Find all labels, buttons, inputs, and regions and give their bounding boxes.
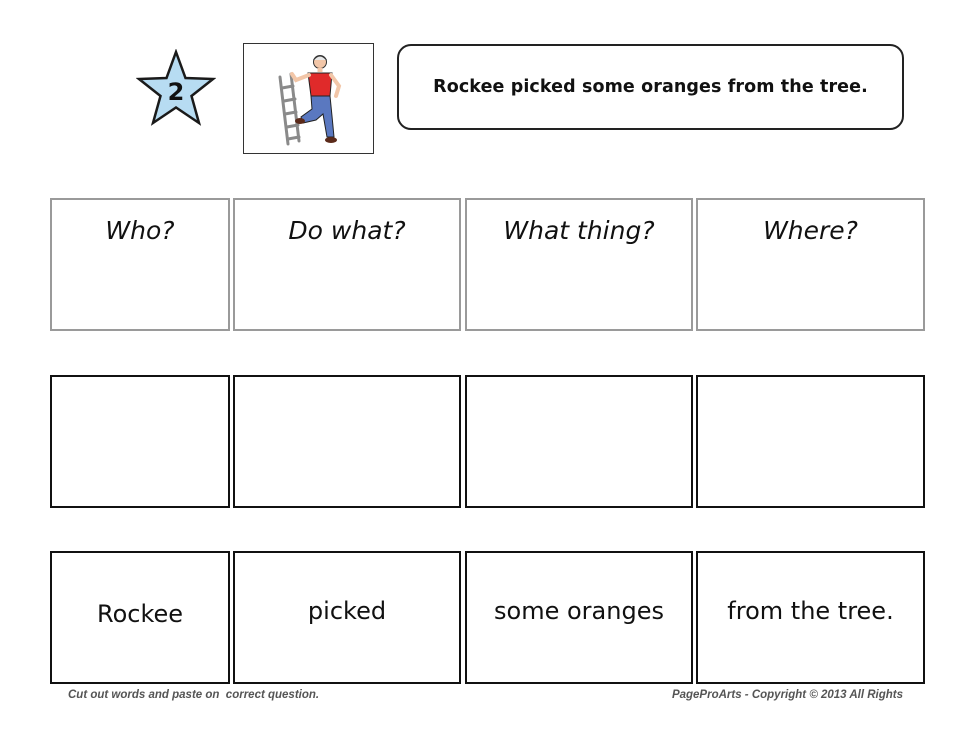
sentence-text: Rockee picked some oranges from the tree. — [433, 77, 868, 97]
answer-box — [465, 375, 693, 508]
word-card — [465, 551, 693, 684]
word-card-text: picked — [307, 597, 387, 625]
illustration-frame — [243, 43, 374, 154]
question-label: Who? — [105, 216, 175, 245]
question-label: What thing? — [503, 216, 655, 245]
question-label: Where? — [763, 216, 858, 245]
worksheet-number: 2 — [167, 78, 185, 106]
man-with-ladder-picture — [244, 44, 375, 155]
word-card-text: some oranges — [494, 597, 664, 625]
question-box-who — [50, 198, 230, 331]
question-row — [50, 198, 925, 331]
word-card — [696, 551, 925, 684]
word-card — [50, 551, 230, 684]
answer-box — [50, 375, 230, 508]
copyright-footer: PageProArts - Copyright © 2013 All Rights — [671, 689, 903, 701]
word-card — [233, 551, 461, 684]
question-label: Do what? — [288, 216, 406, 245]
word-cards-row — [50, 551, 925, 684]
question-box-where — [696, 198, 925, 331]
instructions-footer: Cut out words and paste on correct question. — [68, 689, 320, 701]
sentence-box — [397, 44, 904, 130]
word-card-text: from the tree. — [727, 597, 894, 625]
answer-box — [233, 375, 461, 508]
answer-row — [50, 375, 925, 508]
question-box-what-thing — [465, 198, 693, 331]
question-box-do-what — [233, 198, 461, 331]
word-card-text: Rockee — [96, 600, 184, 628]
answer-box — [696, 375, 925, 508]
